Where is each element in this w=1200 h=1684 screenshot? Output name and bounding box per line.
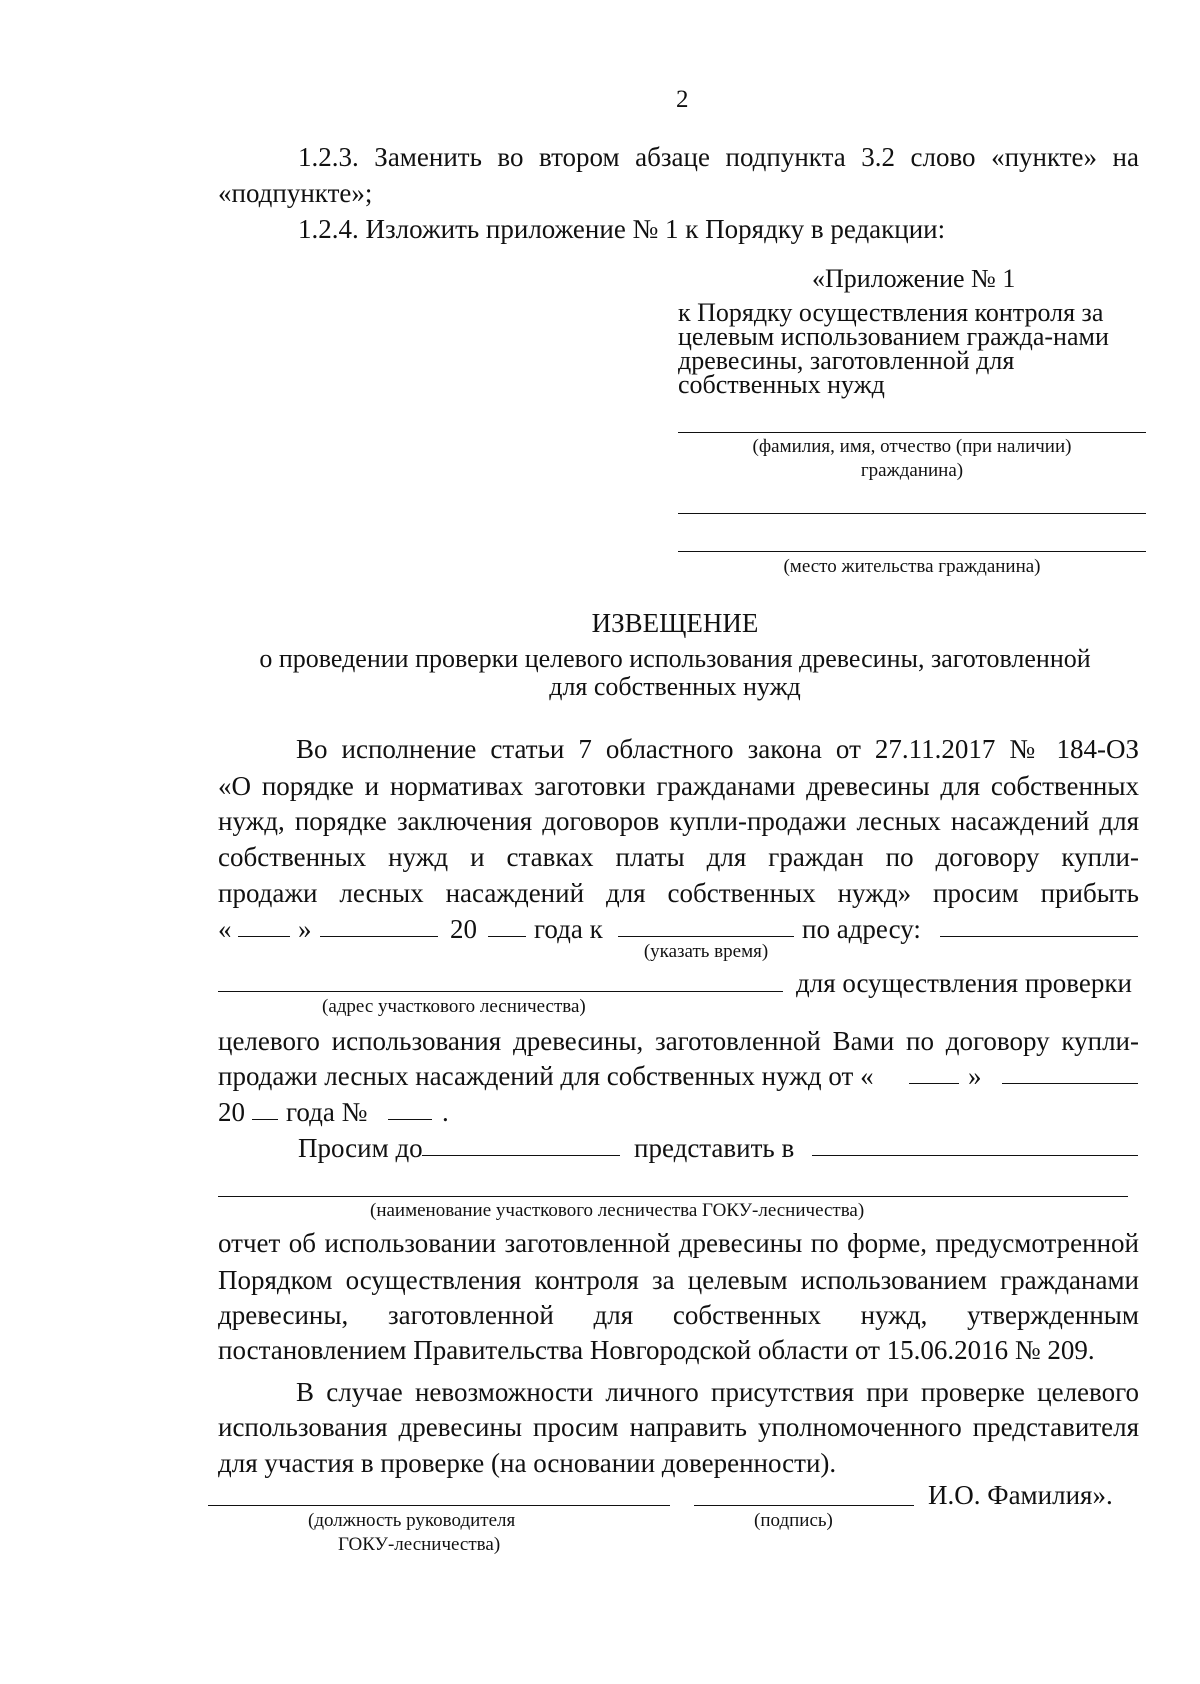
year-suffix: года к [534,914,603,944]
caption-name-line2: гражданина) [860,460,964,481]
p3-line2: Порядком осуществления контроля за целевым использованием гражданами [218,1265,1139,1295]
caption-forestry-address: (адрес участкового лесничества) [322,996,586,1017]
p2-line3-end: . [442,1097,449,1127]
time-blank[interactable] [618,936,794,937]
signature-blank[interactable] [694,1505,914,1506]
notice-subtitle-line1: о проведении проверки целевого использования древесины, заготовленной [259,644,1091,673]
p3-line4: постановлением Правительства Новгородской области от 15.06.2016 № 209. [218,1335,1095,1365]
residence-line-2 [678,551,1146,552]
p1-line3: нужд, порядке заключения договоров купли-продажи лесных насаждений для [218,806,1139,836]
contract-year-blank[interactable] [252,1119,278,1120]
p4-line3: для участия в проверке (на основании доверенности). [218,1448,837,1478]
p1-line4: собственных нужд и ставках платы для граждан по договору купли- [218,842,1139,872]
submit-to-blank[interactable] [812,1155,1138,1156]
request-prefix: Просим до [298,1133,423,1163]
deadline-blank[interactable] [422,1155,620,1156]
residence-line-1 [678,513,1146,514]
contract-number-blank[interactable] [388,1119,432,1120]
caption-position-line2: ГОКУ-лесничества) [338,1534,501,1555]
contract-month-blank[interactable] [1002,1083,1138,1084]
caption-residence: (место жительства гражданина) [783,556,1041,577]
name-line [678,432,1146,433]
signatory-name: И.О. Фамилия». [928,1480,1113,1510]
p3-line3: древесины, заготовленной для собственных нужд, утвержденным [218,1300,1139,1330]
p2-line2-close: » [968,1061,982,1091]
date-close-quote: » [298,914,312,944]
amendment-123-line1: 1.2.3. Заменить во втором абзаце подпункта 3.2 слово «пункте» на [298,142,1139,172]
p3-line1: отчет об использовании заготовленной древесины по форме, предусмотренной [218,1228,1139,1258]
annex-subtitle: к Порядку осуществления контроля за целевым использованием гражда-нами древесины, заготовленной для собственных нужд [678,298,1109,399]
notice-subtitle-line2: для собственных нужд [549,672,801,701]
caption-position-line1: (должность руководителя [308,1510,516,1531]
p1-line1: Во исполнение статьи 7 областного закона от 27.11.2017 № 184-ОЗ [296,734,1139,764]
request-middle: представить в [634,1133,795,1163]
p2-line1: целевого использования древесины, заготовленной Вами по договору купли- [218,1026,1139,1056]
address-prefix: по адресу: [802,914,921,944]
day-blank[interactable] [238,936,290,937]
page-number: 2 [676,86,689,113]
contract-day-blank[interactable] [909,1083,959,1084]
amendment-124: 1.2.4. Изложить приложение № 1 к Порядку в редакции: [298,214,946,244]
purpose-text: для осуществления проверки [796,968,1132,998]
address-blank[interactable] [940,936,1138,937]
year-blank[interactable] [488,936,526,937]
year-prefix: 20 [450,914,477,944]
p1-line5: продажи лесных насаждений для собственных нужд» просим прибыть [218,878,1139,908]
annex-title: «Приложение № 1 [812,264,1016,293]
p2-line3-year: 20 [218,1097,245,1127]
month-blank[interactable] [320,936,438,937]
p2-line3-text: года № [286,1097,368,1127]
position-blank[interactable] [208,1505,670,1506]
p4-line1: В случае невозможности личного присутствия при проверке целевого [296,1377,1139,1407]
forestry-name-blank[interactable] [218,1196,1128,1197]
forestry-address-blank[interactable] [218,991,783,992]
date-open-quote: « [218,914,232,944]
p2-line2-text: продажи лесных насаждений для собственных нужд от « [218,1061,874,1091]
p4-line2: использования древесины просим направить уполномоченного представителя [218,1412,1139,1442]
caption-forestry-name: (наименование участкового лесничества ГОКУ-лесничества) [370,1200,865,1221]
notice-title: ИЗВЕЩЕНИЕ [591,608,759,638]
p1-line2: «О порядке и нормативах заготовки гражданами древесины для собственных [218,771,1139,801]
caption-signature: (подпись) [754,1510,833,1531]
caption-name-line1: (фамилия, имя, отчество (при наличии) [752,436,1072,457]
amendment-123-line2: «подпункте»; [218,178,373,208]
caption-time: (указать время) [643,941,769,962]
